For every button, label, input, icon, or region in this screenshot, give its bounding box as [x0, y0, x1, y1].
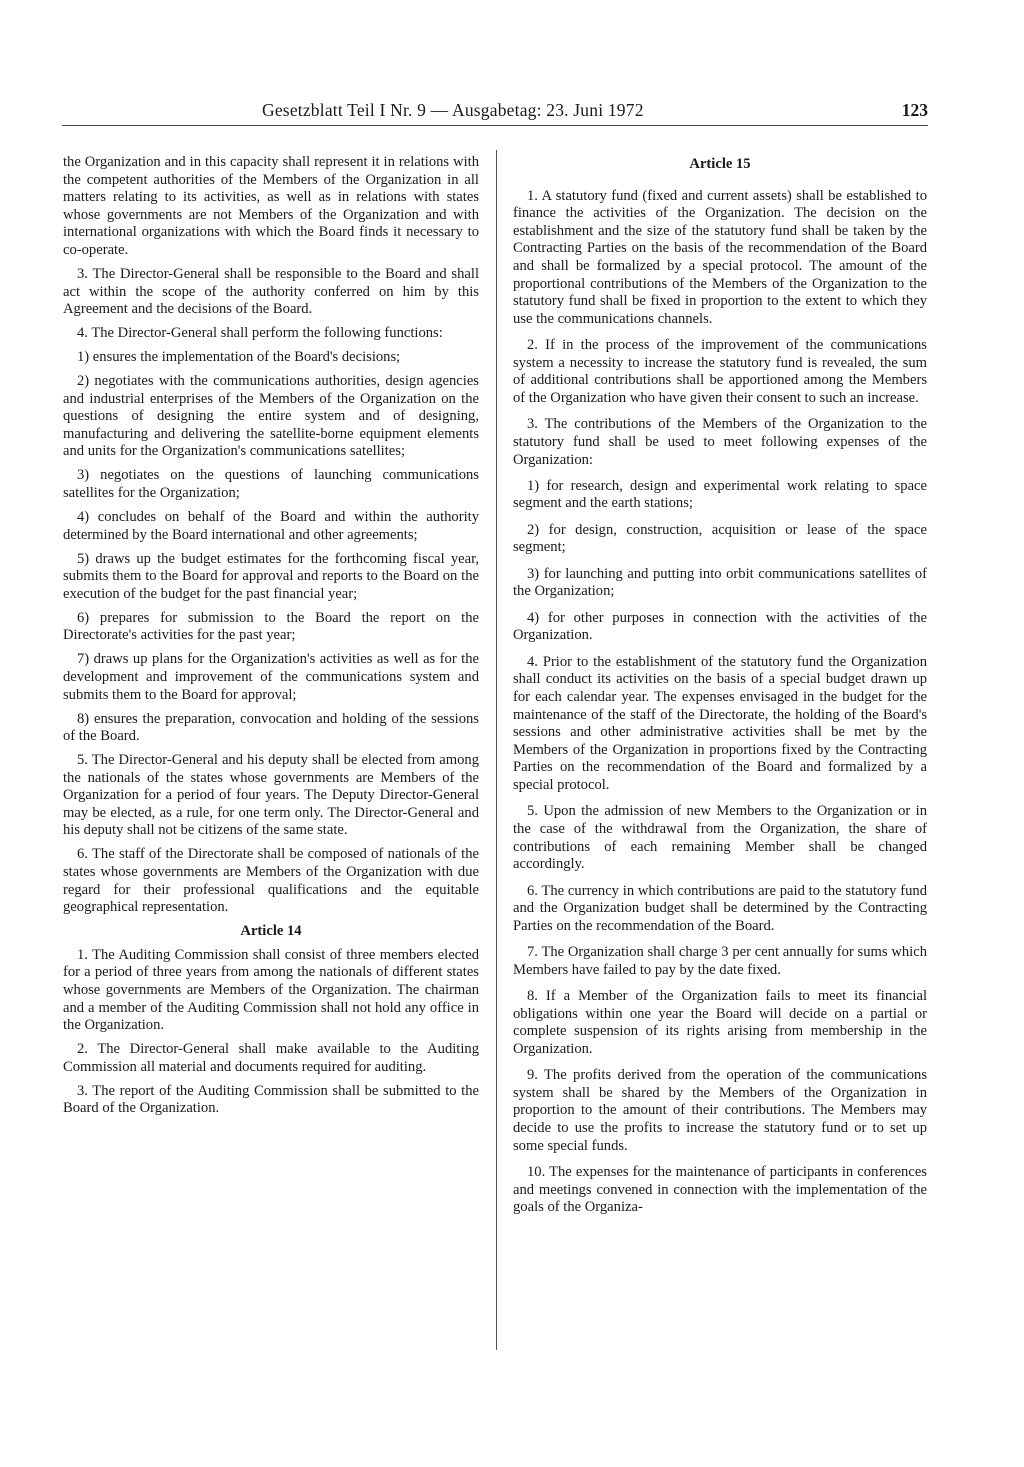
list-item: 2) for design, construction, acquisition or lease of the space segment;: [513, 521, 927, 556]
list-item: 3) negotiates on the questions of launching communications satellites for the Organization;: [63, 467, 479, 502]
paragraph: 9. The profits derived from the operation of the communications system shall be shared by the Members of the Organization in proportion to the amount of their contributions. The Members may decide to use the profits to increase the statutory fund or to set up some special funds.: [513, 1067, 927, 1154]
column-divider: [496, 150, 497, 1350]
paragraph: 6. The staff of the Directorate shall be composed of nationals of the states whose governments are Members of the Organization with due regard for their professional qualifications and the equitable geographical representation.: [63, 846, 479, 916]
list-item: 4) concludes on behalf of the Board and within the authority determined by the Board international and other agreements;: [63, 509, 479, 543]
header-rule: [62, 125, 928, 126]
paragraph: 4. Prior to the establishment of the statutory fund the Organization shall conduct its activities on the basis of a special budget drawn up for each calendar year. The expenses envisaged in the budget for the maintenance of the staff of the Directorate, the holding of the Board's sessions and other administrative activities shall be met by the Members of the Organization in proportions fixed by the Contracting Parties on the recommendation of the Board and formalized by a special protocol.: [513, 653, 927, 793]
list-item: 8) ensures the preparation, convocation and holding of the sessions of the Board.: [63, 710, 479, 745]
paragraph: 7. The Organization shall charge 3 per cent annually for sums which Members have failed to pay by the date fixed.: [513, 944, 927, 978]
paragraph: 1. The Auditing Commission shall consist of three members elected for a period of three years from among the nationals of different states whose governments are Members of the Organization. The chairman and a member of the Auditing Commission shall not hold any office in the Organization.: [63, 946, 479, 1034]
list-item: 6) prepares for submission to the Board the report on the Directorate's activities for the past year;: [63, 609, 479, 644]
paragraph: 8. If a Member of the Organization fails to meet its financial obligations within one year the Board will decide on a partial or complete suspension of its rights arising from membership in the Organization.: [513, 988, 927, 1057]
page-number: 123: [901, 100, 928, 120]
article-14-heading: Article 14: [240, 923, 302, 940]
paragraph: the Organization and in this capacity shall represent it in relations with the competent authorities of the Members of the Organization in all matters relating to its activities, as well as in relations with states whose governments are not Members of the Organization and with international organizations with which the Board finds it necessary to co-operate.: [63, 154, 479, 258]
paragraph: 2. If in the process of the improvement of the communications system a necessity to increase the statutory fund is revealed, the sum of additional contributions shall be apportioned among the Members of the Organization who have given their consent to such an increase.: [513, 337, 927, 406]
list-item: 2) negotiates with the communications authorities, design agencies and industrial enterprises of the Members of the Organization on the questions of designing the entire system and of designing, manufacturing and delivering the satellite-borne equipment elements and units for the Organization's communications satellites;: [63, 373, 479, 460]
paragraph: 2. The Director-General shall make available to the Auditing Commission all material and documents required for auditing.: [63, 1041, 479, 1075]
paragraph: 10. The expenses for the maintenance of participants in conferences and meetings convened in connection with the implementation of the goals of the Organiza-: [513, 1164, 927, 1216]
left-column: [63, 154, 479, 1124]
paragraph: 4. The Director-General shall perform the following functions:: [77, 325, 443, 342]
article-15-heading: Article 15: [689, 156, 751, 172]
list-item: 3) for launching and putting into orbit communications satellites of the Organization;: [513, 565, 927, 600]
list-item: 1) for research, design and experimental work relating to space segment and the earth stations;: [513, 477, 927, 512]
list-item: 4) for other purposes in connection with the activities of the Organization.: [513, 609, 927, 644]
page-header: [62, 100, 928, 126]
right-column: [513, 154, 927, 1226]
paragraph: 3. The Director-General shall be responsible to the Board and shall act within the scope of the authority conferred on him by this Agreement and the decisions of the Board.: [63, 265, 479, 318]
list-item: 5) draws up the budget estimates for the forthcoming fiscal year, submits them to the Board for approval and reports to the Board on the execution of the budget for the past financial year;: [63, 550, 479, 602]
paragraph: 6. The currency in which contributions are paid to the statutory fund and the Organization budget shall be determined by the Contracting Parties on the recommendation of the Board.: [513, 882, 927, 934]
paragraph: 3. The report of the Auditing Commission shall be submitted to the Board of the Organization.: [63, 1082, 479, 1117]
header-title: Gesetzblatt Teil I Nr. 9 — Ausgabetag: 23. Juni 1972: [262, 100, 644, 120]
paragraph: 5. Upon the admission of new Members to the Organization or in the case of the withdrawal from the Organization, the share of contributions of each remaining Member shall be changed accordingly.: [513, 803, 927, 873]
paragraph: 3. The contributions of the Members of the Organization to the statutory fund shall be used to meet following expenses of the Organization:: [513, 416, 927, 468]
list-item: 7) draws up plans for the Organization's activities as well as for the development and improvement of the communications system and submits them to the Board for approval;: [63, 651, 479, 703]
list-item: 1) ensures the implementation of the Board's decisions;: [77, 349, 401, 366]
paragraph: 5. The Director-General and his deputy shall be elected from among the nationals of the states whose governments are Members of the Organization for a period of four years. The Deputy Director-General may be elected, as a rule, for one term only. The Director-General and his deputy shall not be citizens of the same state.: [63, 752, 479, 839]
paragraph: 1. A statutory fund (fixed and current assets) shall be established to finance the activities of the Organization. The decision on the establishment and the size of the statutory fund shall be taken by the Contracting Parties on the basis of the recommendation of the Board and shall be formalized by a special protocol. The amount of the proportional contributions of the Members of the Organization to the statutory fund shall be fixed in proportion to the extent to which they use the communications channels.: [513, 187, 927, 327]
